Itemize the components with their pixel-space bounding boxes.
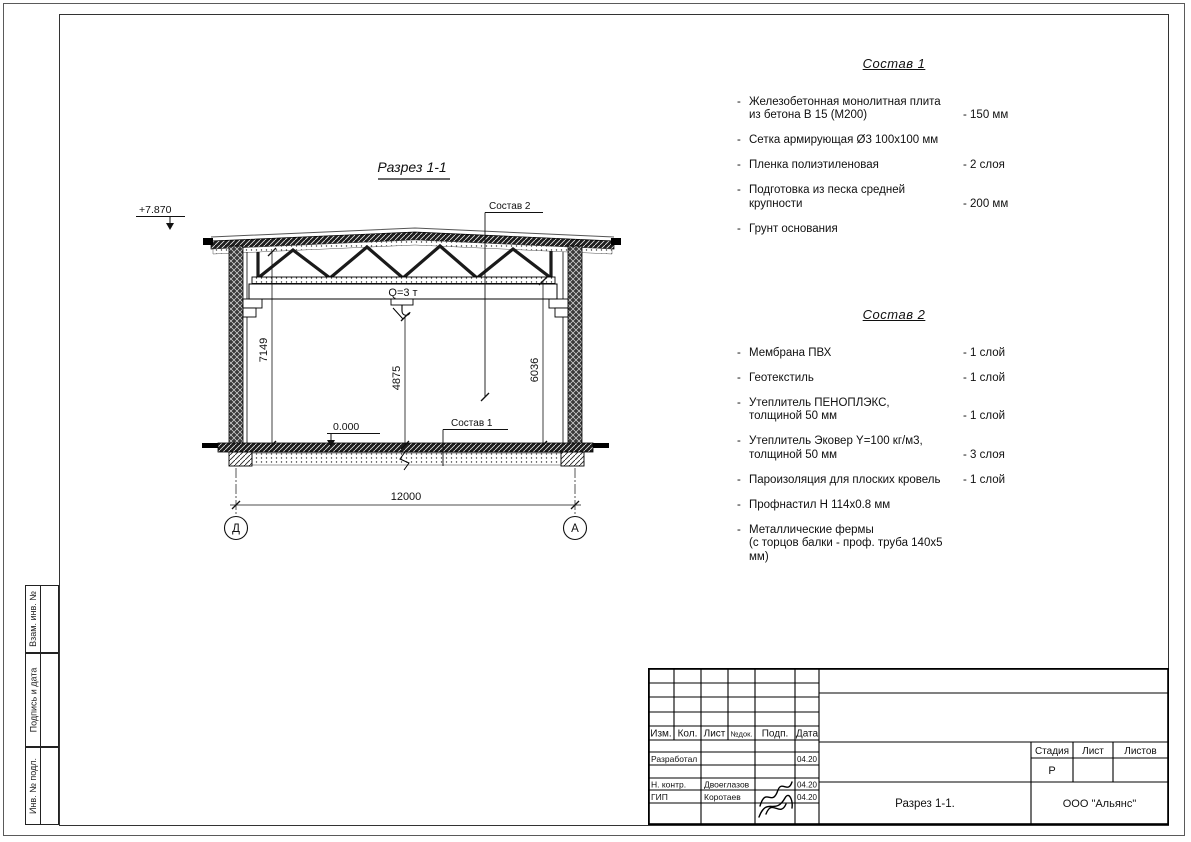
side-stamp-inv-podl bbox=[25, 747, 59, 825]
side-stamp-label: Взам. инв. № bbox=[28, 591, 39, 647]
side-stamp-vzam-inv bbox=[25, 585, 59, 653]
material-item: - Сетка армирующая Ø3 100х100 мм bbox=[737, 134, 939, 146]
floor bbox=[202, 443, 609, 470]
sand-layer bbox=[252, 453, 561, 465]
tb-doc-title: Разрез 1-1. bbox=[895, 798, 955, 810]
wall-left bbox=[229, 246, 243, 452]
tb-stage-value: Р bbox=[1048, 765, 1056, 777]
tb-role-developer: Разработал bbox=[651, 754, 698, 764]
side-stamp-label-cell bbox=[26, 748, 41, 824]
dim-right-label: 6036 bbox=[529, 357, 541, 383]
side-stamp-empty-cell bbox=[41, 748, 58, 824]
elevation-arrow-icon bbox=[166, 223, 174, 230]
composition-2-list bbox=[737, 308, 1051, 576]
material-item: - Геотекстиль - 1 слой bbox=[737, 372, 1051, 386]
crane-trolley bbox=[391, 299, 413, 305]
truss bbox=[252, 246, 555, 284]
tb-name-gip: Коротаев bbox=[704, 792, 741, 802]
material-item: - Железобетонная монолитная плита из бетона В 15 (М200) - 150 мм bbox=[737, 96, 1051, 123]
tb-header-kol: Кол. bbox=[677, 728, 698, 740]
tb-date: 04.20 bbox=[796, 793, 818, 802]
section-drawing bbox=[100, 148, 680, 548]
material-thickness: - 2 слоя bbox=[963, 159, 1005, 171]
roof bbox=[203, 228, 621, 254]
tb-role-gip: ГИП bbox=[651, 792, 668, 802]
material-thickness: - 1 слой bbox=[963, 346, 1006, 359]
side-stamp-podpis-data bbox=[25, 653, 59, 747]
composition-2-title: Состав 2 bbox=[862, 307, 926, 322]
crane-capacity-label: Q=3 т bbox=[388, 287, 418, 299]
tb-header-ndok: №док. bbox=[730, 729, 753, 739]
material-thickness: - 1 слой bbox=[963, 371, 1006, 384]
material-thickness: - 3 слоя bbox=[963, 448, 1005, 461]
tb-header-podp: Подп. bbox=[761, 728, 789, 740]
tb-stage-label: Стадия bbox=[1034, 746, 1070, 757]
side-stamp-empty-cell bbox=[41, 654, 58, 746]
roof-end-cap-left bbox=[203, 238, 213, 245]
composition-1-list bbox=[737, 57, 1051, 248]
side-stamp-label: Подпись и дата bbox=[28, 667, 39, 733]
tb-header-izm: Изм. bbox=[650, 728, 672, 740]
tb-company: ООО "Альянс" bbox=[1062, 798, 1137, 810]
material-item: - Профнастил Н 114х0.8 мм bbox=[737, 498, 891, 511]
axis-left-label: Д bbox=[232, 523, 240, 535]
callout-floor-text: Состав 1 bbox=[451, 418, 493, 429]
section-title-text: Разрез 1-1 bbox=[377, 159, 447, 175]
material-item: - Пароизоляция для плоских кровель - 1 слой bbox=[737, 474, 1051, 488]
roof-end-cap-right bbox=[611, 238, 621, 245]
material-thickness: - 150 мм bbox=[963, 109, 1009, 121]
material-item: - Утеплитель Эковер Y=100 кг/м3, толщиной 50 мм - 3 слоя bbox=[737, 435, 1051, 462]
elevation-top-text: +7.870 bbox=[139, 204, 172, 216]
material-item: - Утеплитель ПЕНОПЛЭКС, толщиной 50 мм - 1 слой bbox=[737, 397, 1051, 424]
title-block bbox=[648, 668, 1169, 825]
corbel-right bbox=[549, 299, 568, 308]
truss-diagonals bbox=[258, 246, 551, 278]
section-title bbox=[377, 159, 450, 179]
side-stamp-empty-cell bbox=[41, 586, 58, 652]
crane-beam bbox=[249, 284, 557, 319]
material-item: - Грунт основания bbox=[737, 222, 838, 235]
tb-date: 04.20 bbox=[796, 780, 818, 790]
side-stamp-label-cell bbox=[26, 654, 41, 746]
material-thickness: - 200 мм bbox=[963, 197, 1009, 210]
callout-top-text: Состав 2 bbox=[489, 201, 531, 212]
wall-right bbox=[568, 246, 582, 452]
dim-left-label: 7149 bbox=[258, 337, 270, 363]
axis-markers bbox=[225, 517, 587, 540]
dim-mid-label: 4875 bbox=[391, 365, 403, 391]
material-item: - Мембрана ПВХ - 1 слой bbox=[737, 347, 1051, 361]
corbel-left bbox=[243, 299, 262, 308]
foundation-right bbox=[561, 452, 584, 466]
elevation-mark-top bbox=[136, 204, 185, 230]
tb-header-data: Дата bbox=[795, 728, 819, 740]
tb-header-list: Лист bbox=[703, 728, 726, 740]
material-item: - Подготовка из песка средней крупности - 200 мм bbox=[737, 184, 1051, 211]
tb-name-ncontrol: Двоеглазов bbox=[704, 779, 750, 790]
material-item: - Пленка полиэтиленовая - 2 слоя bbox=[737, 159, 1051, 173]
side-stamp-label: Инв. № подл. bbox=[28, 757, 38, 815]
composition-1-title: Состав 1 bbox=[862, 56, 926, 71]
material-thickness: - 1 слой bbox=[963, 473, 1006, 486]
truss-bottom-chord bbox=[252, 277, 555, 284]
tb-sheet-label: Лист bbox=[1082, 746, 1104, 757]
side-stamp-label-cell bbox=[26, 586, 41, 652]
tb-role-ncontrol: Н. контр. bbox=[651, 779, 687, 790]
dim-span-label: 12000 bbox=[390, 491, 422, 503]
foundation-left bbox=[229, 452, 252, 466]
axis-right-label: А bbox=[571, 523, 579, 535]
material-item: - Металлические фермы (с торцов балки - проф. труба 140х5 мм) bbox=[737, 523, 943, 563]
material-thickness: - 1 слой bbox=[963, 410, 1006, 422]
tb-sheets-label: Листов bbox=[1124, 746, 1157, 757]
tb-date: 04.20 bbox=[796, 755, 818, 764]
elevation-zero-text: 0.000 bbox=[333, 421, 360, 433]
